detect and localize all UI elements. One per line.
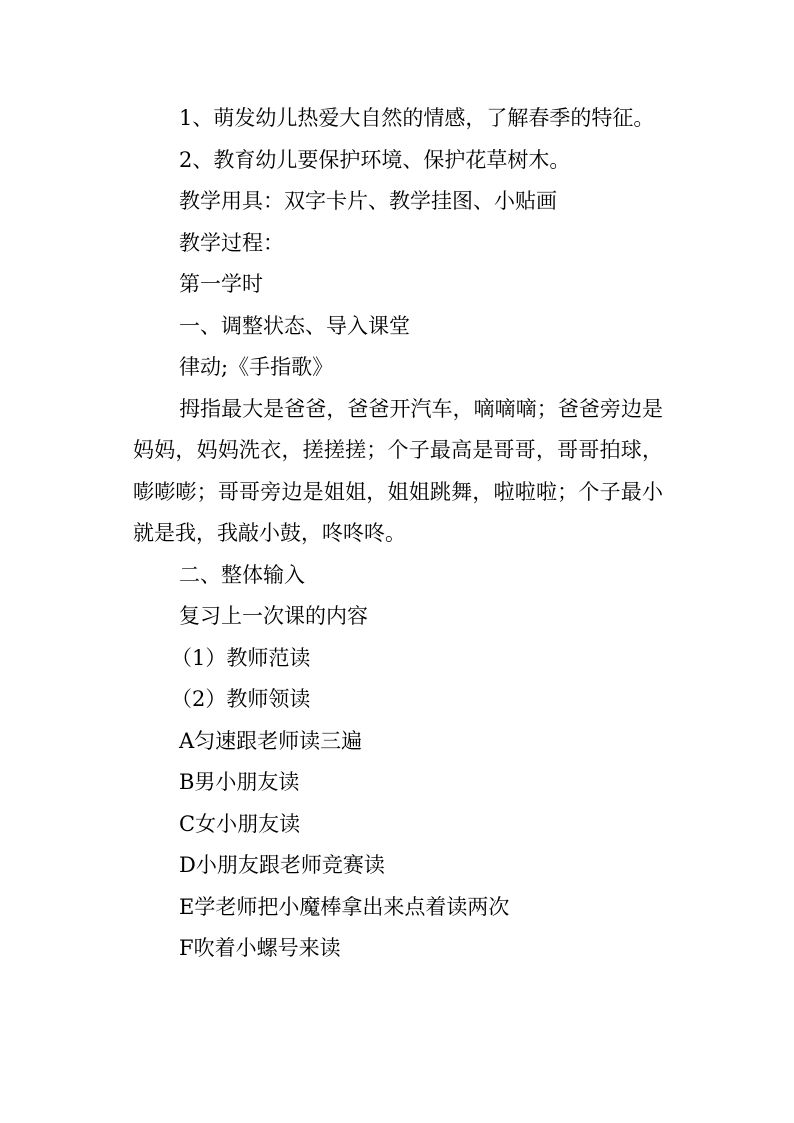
paragraph-goal-2: 2、教育幼儿要保护环境、保护花草树木。 [179, 147, 571, 172]
paragraph-teaching-tools: 教学用具：双字卡片、教学挂图、小贴画 [179, 189, 557, 213]
list-item-b: B男小朋友读 [179, 770, 300, 794]
list-item-2: （2）教师领读 [171, 687, 311, 711]
list-item-c: C女小朋友读 [179, 811, 301, 836]
list-item-f: F吹着小螺号来读 [179, 936, 341, 960]
section-heading-1: 一、调整状态、导入课堂 [179, 313, 410, 338]
paragraph-review: 复习上一次课的内容 [179, 604, 368, 628]
paragraph-first-lesson: 第一学时 [179, 272, 263, 296]
paragraph-teaching-process: 教学过程： [179, 230, 284, 255]
paragraph-rhythm: 律动;《手指歌》 [179, 355, 334, 379]
list-item-d: D小朋友跟老师竞赛读 [179, 853, 385, 877]
paragraph-finger-song: 拇指最大是爸爸，爸爸开汽车，嘀嘀嘀；爸爸旁边是妈妈，妈妈洗衣，搓搓搓；个子最高是哥哥，哥哥拍球，嘭嘭嘭；哥哥旁边是姐姐，姐姐跳舞，啦啦啦；个子最小就是我，我敲小鼓，咚咚咚。 [133, 396, 663, 545]
section-heading-2: 二、整体输入 [179, 562, 305, 587]
list-item-e: E学老师把小魔棒拿出来点着读两次 [179, 894, 510, 919]
document-body [133, 98, 663, 970]
paragraph-goal-1: 1、萌发幼儿热爱大自然的情感，了解春季的特征。 [179, 106, 655, 130]
list-item-a: A匀速跟老师读三遍 [179, 728, 363, 753]
list-item-1: （1）教师范读 [171, 645, 311, 670]
